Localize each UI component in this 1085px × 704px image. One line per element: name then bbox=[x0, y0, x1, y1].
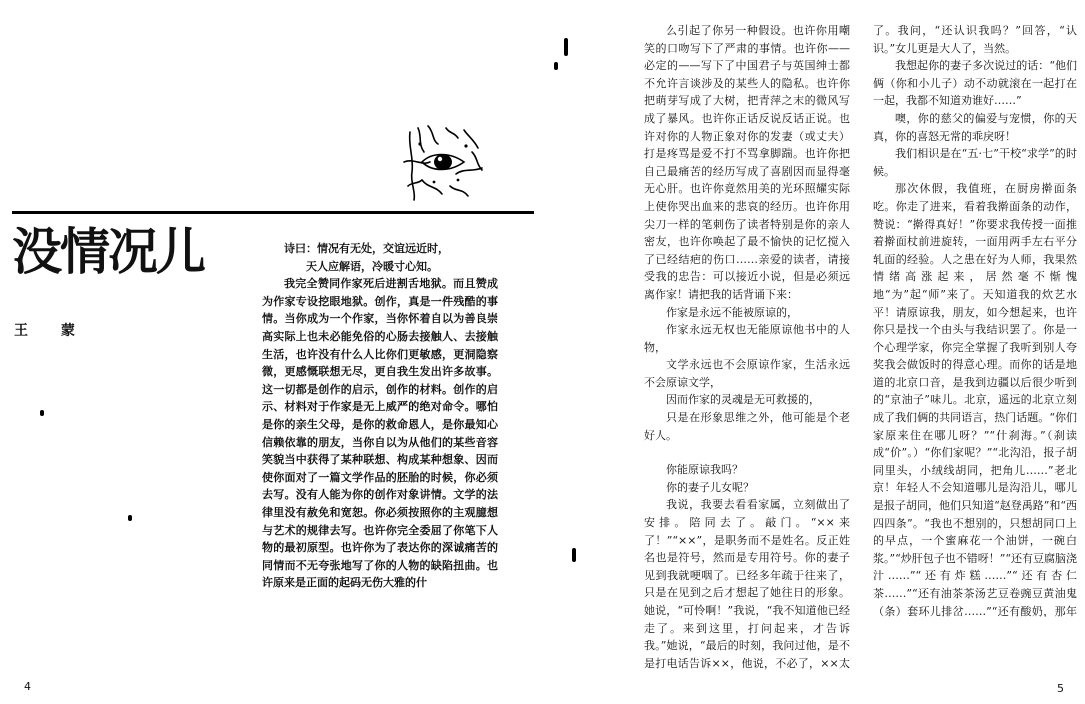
verse-line: 因而作家的灵魂是无可救援的， bbox=[666, 393, 820, 407]
author-name: 王 蒙 bbox=[14, 323, 89, 339]
page-number: 4 bbox=[24, 680, 31, 693]
body-paragraph: 我想起你的妻子多次说过的话：“他们俩（你和小儿子）动不动就滚在一起打在一起，我都不知道劝谁好……” bbox=[873, 59, 1077, 108]
body-paragraph: 我们相识是在“五·七”干校“求学”的时候。 bbox=[873, 147, 1077, 178]
verse-line: 作家永远无权也无能原谅他书中的人物， bbox=[644, 323, 850, 354]
body-paragraph: 我说，我要去看看家属，立刻做出了安排。陪同去了。敲门。“××来了！”“××”，是职务而不是姓名。反正姓名也是符号，然而是专用符号。你的妻子见到我就哽咽了。已经多年疏于往来了，只是在见到之后才想起了她往日的形象。她说，“可怜啊！”我说，“我不知道他已经走了。来到这里，打问起来，才告诉我。”她说，“最后的时刻，我问过他，是不是打电话告诉××，他说，不必了，××太 bbox=[644, 498, 850, 670]
title-rule bbox=[12, 211, 534, 214]
verse-line: 文学永远也不会原谅作家，生活永远不会原谅文学， bbox=[644, 358, 850, 389]
right-column-2 bbox=[873, 22, 1077, 617]
left-body-text bbox=[262, 240, 498, 673]
question-line: 你的妻子儿女呢？ bbox=[666, 480, 754, 494]
epigraph-line: 诗曰：情况有无处，交谊远近时， bbox=[284, 242, 449, 255]
ink-speck bbox=[128, 515, 132, 521]
body-paragraph: 噢，你的慈父的偏爱与宠惯，你的天真，你的喜怒无常的乖戾呀！ bbox=[873, 111, 1077, 143]
verse-line: 只是在形象思维之外，他可能是个老好人。 bbox=[644, 411, 850, 442]
ink-speck bbox=[40, 410, 44, 416]
verse-line: 作家是永远不能被原谅的， bbox=[666, 305, 798, 319]
page-number: 5 bbox=[1057, 682, 1064, 695]
question-line: 你能原谅我吗？ bbox=[666, 463, 743, 477]
body-paragraph: 么引起了你另一种假设。也许你用嘲笑的口吻写下了严肃的事情。也许你——必定的——写下了中国君子与英国绅士都不允许言谈涉及的某些人的隐私。也许你把萌芽写成了大树，把青萍之末的微风写成了暴风。也许你正话反说反话正说。也许对你的人物正象对你的发妻（或丈夫）打是疼骂是爱不打不骂拿脚踹。也许你把自己最痛苦的经历写成了喜剧因而显得毫无心肝。也许你竟然用美的光环照耀实际上使你哭出血来的悲哀的经历。也许你用尖刀一样的笔刺伤了读者特别是你的亲人密友，也许你唤起了最不愉快的记忆搅入了已经结疤的伤口……亲爱的读者，请接受我的忠告：可以接近小说，但是必须远离作家！请把我的话背诵下来： bbox=[644, 24, 850, 301]
section-break bbox=[644, 444, 850, 461]
ink-speck bbox=[572, 548, 576, 562]
epigraph-line: 天人应解语，冷暖寸心知。 bbox=[306, 259, 438, 273]
right-column-1 bbox=[644, 22, 850, 672]
article-title: 没情况儿 bbox=[12, 223, 204, 281]
body-paragraph: 我完全赞同作家死后进割舌地狱。而且赞成为作家专设挖眼地狱。创作，真是一件残酷的事情。当你成为一个作家，当你怀着自以为善良崇高实际上也未必能免俗的心肠去接触人、去接触生活，也许没有什么人比你们更敏感，更洞隐察微，更感慨联想无尽，更自我生发出许多故事。这一切都是创作的启示，创作的材料。创作的启示、材料对于作家是无上威严的绝对命令。哪怕是你的亲生父母，是你的救命恩人，是你最知心信赖依靠的朋友，当你自以为从他们的某些音容笑貌当中获得了某种联想、构成某种想象、因而使你面对了一篇文学作品的胚胎的时候，你必须去写。没有人能为你的创作对象讲情。文学的法律里没有赦免和宽恕。你必须按照你的主观臆想与艺术的规律去写。也许你完全委屈了你笔下人物的最初原型。也许你为了表达你的深诚痛苦的同情而不无夸张地写了你的人物的缺陷扭曲。也许原来是正面的起码无伤大雅的什 bbox=[262, 277, 498, 590]
body-paragraph: 那次休假，我值班，在厨房擀面条吃。你走了进来，看着我擀面条的动作，赞说：“擀得真好！”你要求我传授一面推着擀面杖前进旋转，一面用两手左右平分轧面的经验。人之患在好为人师，我果然情绪高涨起来，居然毫不惭愧地“为”起“师”来了。天知道我的炊艺水平！请原谅我，朋友，如今想起来，也许你只是找一个由头与我结识罢了。你是一个心理学家，你完全掌握了我听到别人夸奖我会做饭时的得意心理。而你的话是地道的北京口音，是我到边疆以后很少听到的“京油子”味儿。北京，遥远的北京立刻成了我们俩的共同语言，热门话题。“你们家原来住在哪儿呀？”“什刹海。”（刹读成“价”。）“你们家呢？”“北沟沿，报子胡同里头，小绒线胡同，把角儿……”老北京！年轻人不会知道哪儿是沟沿儿，哪儿是报子胡同，他们只知道“赵登禹路”和“西四四条”。“我也不想别的，只想胡同口上的早点，一个蜜麻花一个油饼，一碗白浆。”“炒肝包子也不错呀！”“还有豆腐脑浇汁……”“还有炸糕……”“还有杏仁茶……”“还有油茶茶汤艺豆卷豌豆黄油鬼（条）套环儿排岔……”“还有酸奶，那年 bbox=[873, 182, 1077, 617]
ink-speck bbox=[564, 38, 568, 56]
body-paragraph: 了。我问，“还认识我吗？”回答，“认识。”女儿更是大人了，当然。 bbox=[873, 24, 1077, 55]
ink-speck bbox=[554, 62, 558, 70]
right-page bbox=[548, 0, 1085, 704]
eye-sketch-illustration bbox=[398, 122, 488, 204]
